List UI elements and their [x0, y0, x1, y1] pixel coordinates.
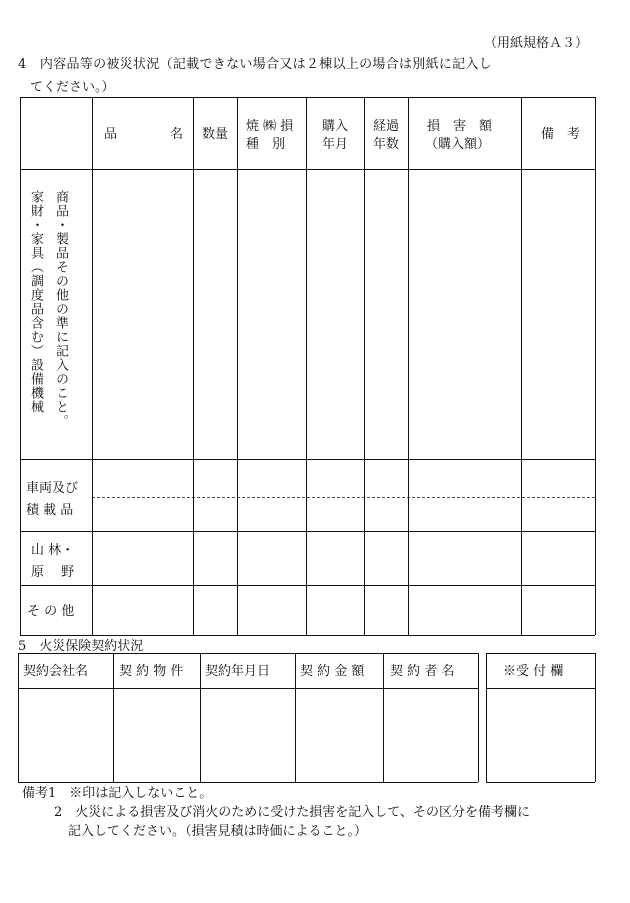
table-column-divider [295, 653, 296, 782]
table-column-divider [306, 97, 307, 635]
section5-title: 5 火災保険契約状況 [18, 639, 144, 654]
table-column-divider [408, 97, 409, 635]
table-column-divider [92, 97, 93, 635]
box-border-right [595, 653, 596, 782]
table-border-left [20, 97, 21, 635]
row-label-forest-2: 原 野 [31, 565, 75, 580]
table-column-divider [113, 653, 114, 782]
table-border-bottom [20, 635, 595, 636]
table-border-top [18, 653, 478, 654]
table-column-divider [383, 653, 384, 782]
header-date: 契約年月日 [205, 664, 271, 679]
header-purchase-1: 購入 [322, 119, 349, 134]
header-remarks: 備 考 [541, 127, 581, 142]
header-damage-amount-1: 損 害 額 [427, 119, 493, 134]
note-2-line1: 2 火災による損害及び消火のために受けた損害を記入して、その区分を備考欄に [54, 805, 531, 820]
header-company: 契約会社名 [23, 664, 89, 679]
box-border-top [486, 653, 595, 654]
table-dashed-divider [92, 497, 595, 498]
note-2-line2: 記入してください。（損害見積は時価によること。） [68, 824, 368, 839]
header-damage-amount-2: （購入額） [425, 137, 491, 152]
box-border-left [486, 653, 487, 782]
table-border-right [478, 653, 479, 782]
section4-title-line2: てください。） [30, 80, 115, 95]
header-property: 契 約 物 件 [119, 664, 184, 679]
table-column-divider [200, 653, 201, 782]
header-purchase-2: 年月 [322, 137, 349, 152]
header-reception: ※受 付 欄 [503, 664, 564, 679]
table-header-bottom [20, 169, 595, 170]
header-elapsed-1: 経過 [373, 119, 400, 134]
table-border-right [595, 97, 596, 635]
note-1: 備考1 ※印は記入しないこと。 [22, 786, 213, 801]
table-header-bottom [18, 688, 478, 689]
row-label-household-col1: 家財・家具（調度品含む）設備機械 [28, 190, 43, 414]
table-row-divider [20, 585, 595, 586]
header-contractor: 契 約 者 名 [390, 664, 455, 679]
header-damage-type-2: 種 別 [246, 137, 286, 152]
table-border-left [18, 653, 19, 782]
box-border-bottom [486, 782, 595, 783]
paper-size-note: （用紙規格Ａ３） [484, 36, 589, 51]
row-label-vehicle-2: 積 載 品 [26, 503, 74, 518]
header-amount: 契 約 金 額 [300, 664, 365, 679]
row-label-vehicle-1: 車両及び [26, 481, 79, 496]
row-label-other: そ の 他 [27, 604, 75, 619]
section4-title-line1: 4 内容品等の被災状況（記載できない場合又は２棟以上の場合は別紙に記入し [18, 57, 493, 72]
row-label-forest-1: 山 林・ [31, 543, 75, 558]
header-item-name-a: 品 [104, 127, 118, 142]
table-row-divider [20, 459, 595, 460]
table-column-divider [364, 97, 365, 635]
table-border-bottom [18, 782, 478, 783]
header-quantity: 数量 [202, 127, 229, 142]
header-damage-type-1: 焼 ㈱ 損 [246, 119, 294, 134]
table-column-divider [521, 97, 522, 635]
table-column-divider [193, 97, 194, 635]
row-label-household-col2: 商品・製品その他の準に記入のこと。 [53, 190, 68, 428]
header-item-name-b: 名 [170, 127, 184, 142]
box-header-bottom [486, 688, 595, 689]
table-column-divider [237, 97, 238, 635]
header-elapsed-2: 年数 [373, 137, 400, 152]
table-border-top [20, 97, 595, 98]
table-row-divider [20, 531, 595, 532]
